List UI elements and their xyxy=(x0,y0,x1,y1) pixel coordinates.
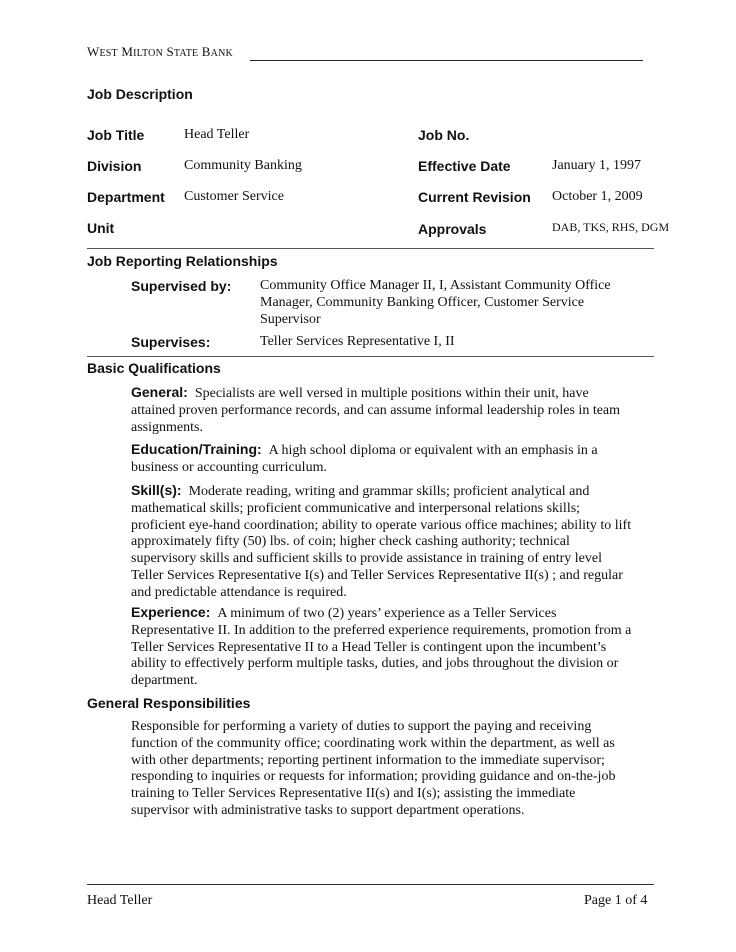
responsibilities-paragraph xyxy=(131,719,661,820)
responsibilities-heading: General Responsibilities xyxy=(87,695,251,711)
division-value: Community Banking xyxy=(184,158,302,173)
paragraph-line: department. xyxy=(131,673,198,689)
supervised-by-line: Manager, Community Banking Officer, Customer Service xyxy=(260,294,585,310)
supervised-by-line: Supervisor xyxy=(260,311,321,327)
department-label: Department xyxy=(87,189,165,205)
footer-rule xyxy=(87,884,654,885)
experience-paragraph xyxy=(131,604,661,690)
job-no-label: Job No. xyxy=(418,127,470,143)
paragraph-line: approximately fifty (50) lbs. of coin; higher check cashing authority; technical xyxy=(131,534,570,550)
fields-rule xyxy=(87,248,654,249)
page-number: Page 1 of 4 xyxy=(584,893,648,908)
current-revision-value: October 1, 2009 xyxy=(552,189,643,204)
paragraph-line: Responsible for performing a variety of duties to support the paying and receiving xyxy=(131,719,592,734)
supervises-label: Supervises: xyxy=(131,334,211,350)
current-revision-label: Current Revision xyxy=(418,189,531,205)
paragraph-line: training to Teller Services Representative II(s) and I(s); assisting the immediate xyxy=(131,786,576,802)
supervised-by-value xyxy=(260,278,660,328)
paragraph-line: Teller Services Representative I(s) and Teller Services Representative II(s) ; and regular xyxy=(131,567,623,583)
paragraph-line: mathematical skills; proficient communicative and interpersonal relations skills; xyxy=(131,500,581,516)
approvals-value: DAB, TKS, RHS, DGM xyxy=(552,220,670,234)
qualifications-heading: Basic Qualifications xyxy=(87,360,221,376)
unit-label: Unit xyxy=(87,220,115,236)
paragraph-line: assignments. xyxy=(131,419,203,435)
general-paragraph xyxy=(131,384,661,436)
footer-title: Head Teller xyxy=(87,893,153,908)
job-title-value: Head Teller xyxy=(184,127,250,142)
paragraph-line: supervisor with administrative tasks to support department operations. xyxy=(131,802,525,818)
skills-paragraph xyxy=(131,482,661,602)
reporting-heading: Job Reporting Relationships xyxy=(87,253,278,269)
paragraph-line xyxy=(131,482,661,501)
company-name: WEST MILTON STATE BANK xyxy=(87,44,233,59)
paragraph-line: and predictable attendance is required. xyxy=(131,584,347,600)
paragraph-text: A minimum of two (2) years’ experience as a Teller Services xyxy=(217,606,557,621)
paragraph-line: function of the community office; coordinating work within the department, as well as xyxy=(131,735,615,751)
paragraph-line: with other departments; reporting pertinent information to the immediate supervisor; xyxy=(131,752,605,768)
paragraph-text: Specialists are well versed in multiple positions within their unit, have xyxy=(194,386,589,401)
paragraph-line xyxy=(131,384,661,403)
paragraph-line: Teller Services Representative II to a Head Teller is contingent upon the incumbent’s xyxy=(131,639,607,655)
paragraph-text: A high school diploma or equivalent with an emphasis in a xyxy=(268,443,598,458)
paragraph-line: proficient eye-hand coordination; ability to operate various office machines; ability to lift xyxy=(131,517,632,533)
effective-date-label: Effective Date xyxy=(418,158,511,174)
department-value: Customer Service xyxy=(184,189,284,204)
reporting-rule xyxy=(87,356,654,357)
division-label: Division xyxy=(87,158,142,174)
effective-date-value: January 1, 1997 xyxy=(552,158,642,173)
paragraph-text: Moderate reading, writing and grammar skills; proficient analytical and xyxy=(188,484,590,499)
header-rule xyxy=(250,60,643,61)
experience-label: Experience: xyxy=(131,604,211,620)
education-label: Education/Training: xyxy=(131,441,262,457)
supervised-by-line: Community Office Manager II, I, Assistant Community Office xyxy=(260,278,611,293)
paragraph-line: business or accounting curriculum. xyxy=(131,459,327,475)
job-title-label: Job Title xyxy=(87,127,145,143)
paragraph-line: responding to inquiries or requests for information; providing guidance and on-the-job xyxy=(131,769,616,785)
skills-label: Skill(s): xyxy=(131,482,182,498)
paragraph-line: Representative II. In addition to the preferred experience requirements, promotion from a xyxy=(131,622,632,638)
paragraph-line: attained proven performance records, and can assume informal leadership roles in team xyxy=(131,402,621,418)
paragraph-line xyxy=(131,441,661,460)
education-paragraph xyxy=(131,441,661,477)
supervised-by-label: Supervised by: xyxy=(131,278,232,294)
paragraph-line: ability to effectively perform multiple tasks, duties, and jobs throughout the division or xyxy=(131,656,619,672)
document-heading: Job Description xyxy=(87,86,193,102)
paragraph-line xyxy=(131,604,661,623)
supervises-value: Teller Services Representative I, II xyxy=(260,334,455,349)
paragraph-line: supervisory skills and sufficient skills to provide assistance in training of entry level xyxy=(131,551,602,567)
general-label: General: xyxy=(131,384,188,400)
approvals-label: Approvals xyxy=(418,221,487,237)
